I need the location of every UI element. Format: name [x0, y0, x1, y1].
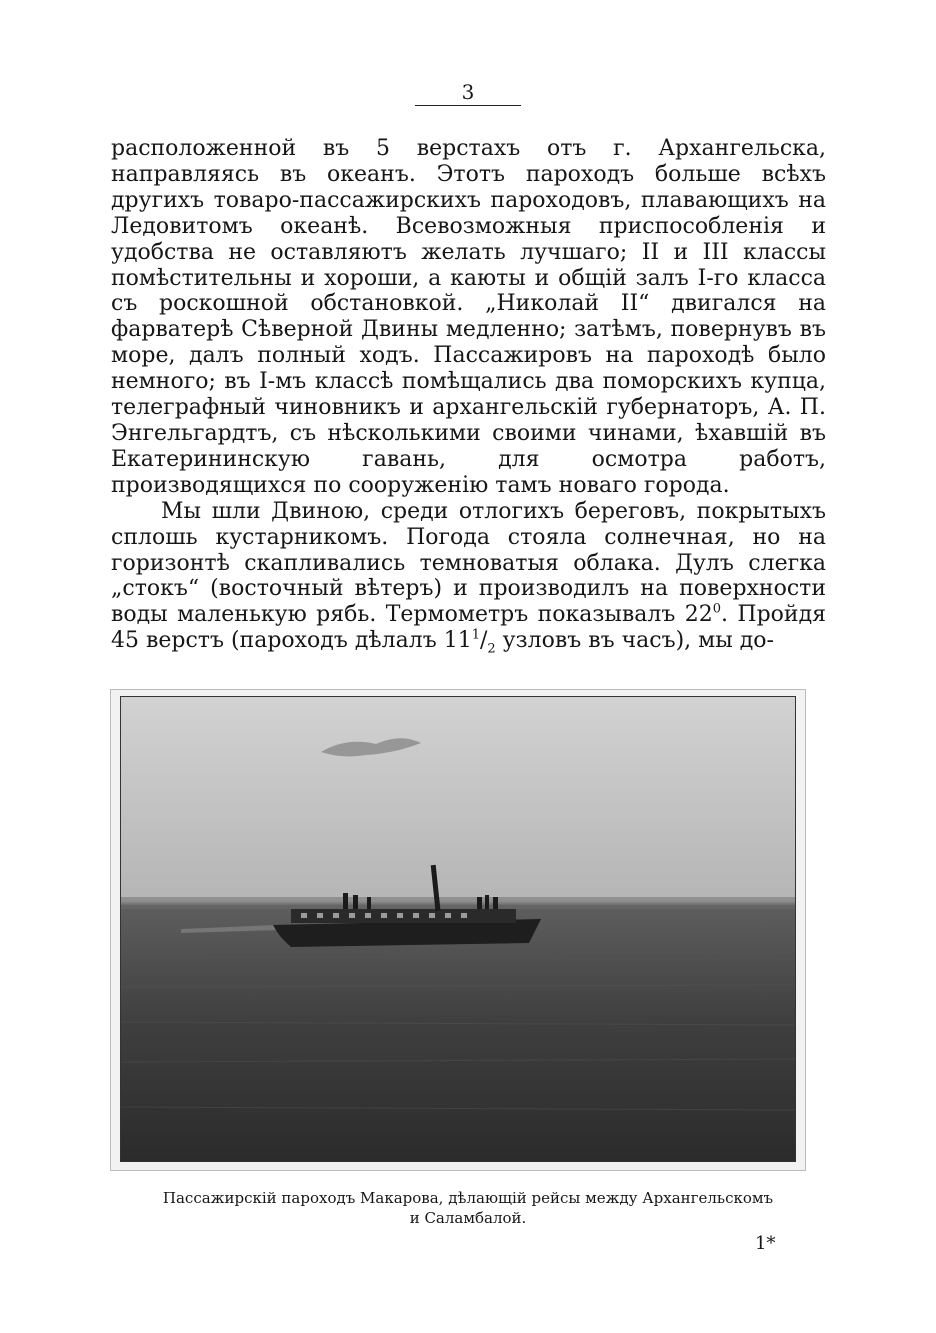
- caption-line-2: и Саламбалой.: [409, 1209, 527, 1227]
- paragraph-2-text-3: узловъ въ часъ), мы до-: [495, 628, 774, 654]
- fraction-denominator: 2: [487, 641, 496, 657]
- paragraph-1: расположенной въ 5 верстахъ отъ г. Архангельска, направляясь въ океанъ. Этотъ пароходъ больше всѣхъ другихъ товаро-пассажирскихъ пароходовъ, плавающихъ на Ледовитомъ океанѣ. Всевозможныя приспособленія и удобства не оставляютъ желать лучшаго; II и III классы помѣстительны и хороши, а каюты и общій залъ I-го класса съ роскошной обстановкой. „Николай II“ двигался на фарватерѣ Сѣверной Двины медленно; затѣмъ, повернувъ въ море, далъ полный ходъ. Пассажировъ на пароходѣ было немного; въ I-мъ классѣ помѣщались два поморскихъ купца, телеграфный чиновникъ и архангельскій губернаторъ, А. П. Энгельгардтъ, съ нѣсколькими своими чинами, ѣхавшій въ Екатерининскую гавань, для осмотра работъ, производящихся по сооруженію тамъ новаго города.: [111, 136, 826, 498]
- steamship-photo: [120, 696, 796, 1162]
- fraction-numerator: 1: [471, 627, 480, 643]
- fraction-slash: /: [479, 628, 488, 654]
- paragraph-2-text-1: Мы шли Двиною, среди отлогихъ береговъ, покрытыхъ сплошь кустарникомъ. Погода стояла солнечная, но на горизонтѣ скапливались темноватыя облака. Дулъ слегка „стокъ“ (восточный вѣтеръ) и производилъ на поверхности воды маленькую рябь. Термометръ показывалъ 22: [111, 498, 826, 628]
- photo-frame: [110, 689, 806, 1171]
- header-rule: [415, 105, 521, 106]
- caption-line-1: Пассажирскій пароходъ Макарова, дѣлающій рейсы между Архангельскомъ: [162, 1189, 774, 1207]
- printer-signature: 1*: [755, 1233, 776, 1254]
- page-number: 3: [461, 80, 475, 104]
- figure-caption: [110, 1188, 826, 1228]
- degree-mark: 0: [712, 601, 722, 617]
- main-text: [111, 136, 827, 657]
- steamship-illustration: [121, 697, 796, 1162]
- paragraph-2-text-2: . Пройдя 45 верстъ (пароходъ дѣлалъ 11: [111, 602, 827, 654]
- paragraph-2: [111, 498, 827, 657]
